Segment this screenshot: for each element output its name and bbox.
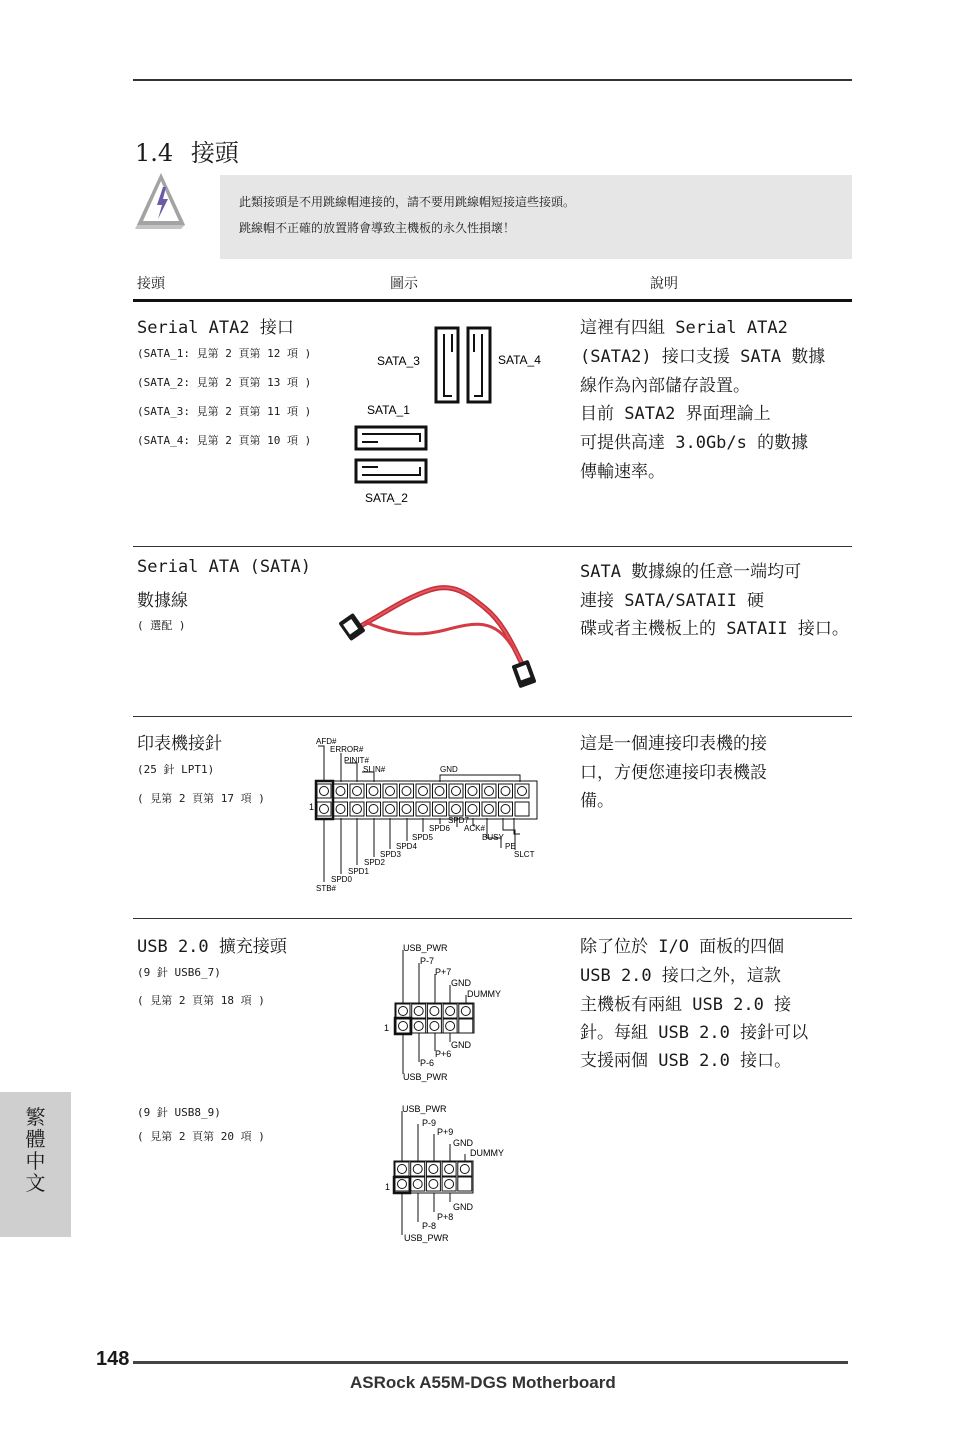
lpt-label-spd3: SPD3: [380, 850, 401, 859]
usb2-note-2: ( 見第 2 頁第 20 項 ): [137, 1130, 265, 1143]
cable-connector-right: [511, 660, 536, 689]
header-rule: [133, 299, 852, 302]
usb67-p-plus-bot: P+6: [435, 1049, 452, 1059]
lpt-label-spd0: SPD0: [331, 875, 352, 884]
cable-name-2: 數據線: [137, 591, 188, 611]
lpt-label-stb: STB#: [316, 884, 337, 893]
lpt-note-2: ( 見第 2 頁第 17 項 ): [137, 792, 265, 805]
usb-note-1: (9 針 USB6_7): [137, 966, 221, 979]
usb-desc-2: USB 2.0 接口之外，這款: [580, 966, 781, 986]
sata-cable-image: [335, 578, 550, 693]
section-title: [135, 133, 239, 168]
usb89-dummy: DUMMY: [470, 1148, 504, 1158]
lpt-name: 印表機接針: [137, 734, 222, 754]
sata-note-3: (SATA_3: 見第 2 頁第 11 項 ): [137, 405, 312, 418]
usb67-p-plus: P+7: [435, 967, 452, 977]
sata2-port: [356, 460, 426, 482]
sata-diagram: [340, 320, 560, 510]
lpt-label-busy: BUSY: [482, 833, 504, 842]
sata-desc-6: 傳輸速率。: [580, 462, 665, 482]
footer-product: ASRock A55M-DGS Motherboard: [350, 1373, 616, 1392]
warning-line-1: 此類接頭是不用跳線帽連接的，請不要用跳線帽短接這些接頭。: [239, 195, 576, 209]
usb67-pwr-top: USB_PWR: [403, 943, 448, 953]
usb89-p-plus-bot: P+8: [437, 1212, 454, 1222]
usb67-gnd-top: GND: [451, 978, 471, 988]
lpt-label-slct: SLCT: [514, 850, 535, 859]
section-title-text: 接頭: [190, 139, 239, 167]
cable-desc-1: SATA 數據線的任意一端均可: [580, 562, 802, 582]
usb2-note-1: (9 針 USB8_9): [137, 1106, 221, 1119]
sata1-label: SATA_1: [367, 403, 410, 417]
header-col-description: 說明: [650, 276, 678, 292]
lpt-label-error: ERROR#: [330, 745, 364, 754]
cable-note: ( 選配 ): [137, 619, 186, 632]
sata-note-2: (SATA_2: 見第 2 頁第 13 項 ): [137, 376, 312, 389]
cable-desc-3: 碟或者主機板上的 SATAII 接口。: [580, 619, 849, 639]
lpt-label-spd2: SPD2: [364, 858, 385, 867]
lpt-label-spd4: SPD4: [396, 842, 417, 851]
side-tab-char-3: 中: [25, 1149, 46, 1173]
side-tab-char-1: 繁: [25, 1105, 46, 1129]
row-divider-3: [133, 918, 852, 919]
usb89-p-minus-bot: P-8: [422, 1221, 437, 1231]
sata4-label: SATA_4: [498, 353, 541, 367]
sata-name: Serial ATA2 接口: [137, 318, 294, 338]
sata-desc-4: 目前 SATA2 界面理論上: [580, 404, 771, 424]
sata-desc-3: 線作為內部儲存設置。: [580, 376, 750, 396]
usb67-p-minus: P-7: [420, 956, 435, 966]
side-tab-char-4: 文: [25, 1171, 46, 1195]
warning-line-2: 跳線帽不正確的放置將會導致主機板的永久性損壞！: [239, 221, 516, 235]
usb-desc-5: 支援兩個 USB 2.0 接口。: [580, 1051, 792, 1071]
usb89-one: 1: [385, 1182, 391, 1192]
lpt-label-one: 1: [309, 802, 315, 812]
row-divider-2: [133, 716, 852, 717]
lpt-desc-2: 口，方便您連接印表機設: [580, 763, 767, 783]
sata3-label: SATA_3: [377, 354, 420, 368]
sata-desc-2: (SATA2) 接口支援 SATA 數據: [580, 347, 826, 367]
sata2-label: SATA_2: [365, 491, 408, 505]
sata-note-4: (SATA_4: 見第 2 頁第 10 項 ): [137, 434, 312, 447]
usb67-p-minus-bot: P-6: [420, 1058, 435, 1068]
usb-desc-4: 針。每組 USB 2.0 接針可以: [580, 1023, 809, 1043]
sata-note-1: (SATA_1: 見第 2 頁第 12 項 ): [137, 347, 312, 360]
cable-connector-left: [338, 613, 365, 641]
lpt-label-spd7: SPD7: [448, 816, 469, 825]
section-number: 1.4: [135, 139, 174, 167]
side-tab-char-2: 體: [25, 1127, 46, 1151]
header-col-connector: 接頭: [137, 276, 165, 292]
lpt-desc-1: 這是一個連接印表機的接: [580, 734, 767, 754]
usb89-pwr-bot: USB_PWR: [404, 1233, 449, 1243]
usb89-diagram: [380, 1100, 530, 1250]
lpt-label-slin: SLIN#: [363, 765, 386, 774]
top-rule: [133, 79, 852, 81]
sata-desc-1: 這裡有四組 Serial ATA2: [580, 318, 788, 338]
language-side-tab: [0, 1092, 71, 1237]
page-number: 148: [96, 1348, 130, 1370]
lpt-label-spd6: SPD6: [429, 824, 450, 833]
lpt-label-gnd: GND: [440, 765, 458, 774]
lpt-note-1: (25 針 LPT1): [137, 763, 215, 776]
footer-rule: [133, 1361, 848, 1364]
cable-desc-2: 連接 SATA/SATAII 硬: [580, 591, 765, 611]
usb89-p-minus: P-9: [422, 1118, 437, 1128]
sata3-port: [436, 328, 458, 402]
usb67-dummy: DUMMY: [467, 989, 501, 999]
lpt-label-afd: AFD#: [316, 737, 337, 746]
usb67-gnd-bot: GND: [451, 1040, 471, 1050]
lpt-label-ack: ACK#: [464, 824, 485, 833]
row-divider-1: [133, 546, 852, 547]
usb89-pwr-top: USB_PWR: [402, 1104, 447, 1114]
lpt-label-pinit: PINIT#: [344, 756, 369, 765]
header-col-figure: 圖示: [390, 276, 418, 292]
usb67-diagram: [378, 938, 528, 1088]
usb89-p-plus: P+9: [437, 1127, 454, 1137]
sata1-port: [356, 427, 426, 449]
usb89-gnd-bot: GND: [453, 1202, 473, 1212]
warning-lightning-icon: [135, 169, 187, 231]
usb67-pwr-bot: USB_PWR: [403, 1072, 448, 1082]
usb89-gnd-top: GND: [453, 1138, 473, 1148]
lpt-label-spd5: SPD5: [412, 833, 433, 842]
usb67-one: 1: [384, 1023, 390, 1033]
lpt-desc-3: 備。: [580, 791, 614, 811]
usb-desc-1: 除了位於 I/O 面板的四個: [580, 937, 785, 957]
warning-box: [220, 175, 852, 259]
usb-name: USB 2.0 擴充接頭: [137, 937, 287, 957]
lpt-diagram: [300, 730, 550, 900]
lpt-label-pe: PE: [505, 842, 516, 851]
sata4-port: [468, 328, 490, 402]
cable-name-1: Serial ATA (SATA): [137, 557, 311, 577]
sata-desc-5: 可提供高達 3.0Gb/s 的數據: [580, 433, 809, 453]
warning-icon-box: [135, 169, 187, 231]
lpt-label-spd1: SPD1: [348, 867, 369, 876]
usb-desc-3: 主機板有兩組 USB 2.0 接: [580, 995, 792, 1015]
usb-note-2: ( 見第 2 頁第 18 項 ): [137, 994, 265, 1007]
